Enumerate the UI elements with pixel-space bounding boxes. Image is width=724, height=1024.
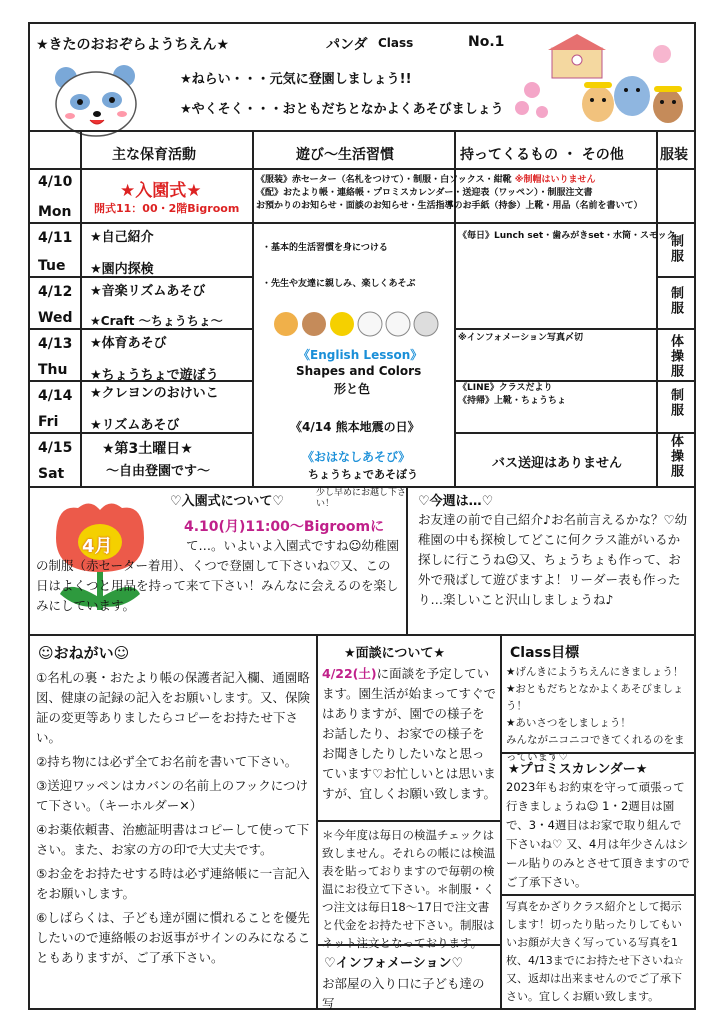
header-play-habits: 遊び～生活習慣 xyxy=(296,147,394,163)
interview-text xyxy=(322,664,496,804)
english-lesson-sub1: Shapes and Colors xyxy=(296,364,422,378)
photo-request-body: 写真をかざりクラス紹介として掲示します！切ったり貼ったりしてもいいお顔が大きく写っている写真を1枚、4/13までにお持たせ下さいね☆ 又、返却は出来ませんのでご了承下さい。宜しくお願い致します。 xyxy=(506,900,684,1003)
row-day: Thu xyxy=(38,362,68,378)
clothes-label: 制服 xyxy=(668,388,683,418)
school-name: ★きたのおおぞらようちえん★ xyxy=(36,37,230,53)
school-animals-illustration xyxy=(512,30,692,130)
interview-title: ★面談について★ xyxy=(344,646,446,661)
ceremony-body: て…。いよいよ入園式ですね☺幼稚園の制服（赤セーター着用）、くつで登園して下さいね♡又、この日はよくつと用品を持って来て下さい！みんなに会えるのを楽しみにしています。 xyxy=(36,538,400,613)
bring-no-bus: バス送迎はありません xyxy=(492,456,623,471)
request-text: 持ち物には必ず全てお名前を書いて下さい。 xyxy=(47,754,298,769)
request-item xyxy=(36,864,312,904)
row-bring-list xyxy=(256,174,656,213)
row-date: 4/12 xyxy=(38,284,73,300)
request-item xyxy=(36,668,312,748)
request-text: 名札の裏・おたより帳の保護者記入欄、通園略図、健康の記録の記入をお願いします。又、保険証の変更等ありましたらコピーをお持たせ下さい。 xyxy=(36,670,311,745)
bring-line-take-home: 《持帰》上靴・ちょうちょ xyxy=(458,396,567,406)
row-date: 4/13 xyxy=(38,336,73,352)
request-item xyxy=(36,908,312,968)
activity-1: ★音楽リズムあそび xyxy=(90,284,206,299)
entrance-ceremony-time: 開式11：00・2階Bigroom xyxy=(94,202,240,215)
activity-2: ★Craft ～ちょうちょ～ xyxy=(90,314,223,328)
request-number: ② xyxy=(36,754,48,769)
row-day: Mon xyxy=(38,204,72,220)
entrance-ceremony-title: ★入園式★ xyxy=(120,181,202,201)
goal-item: ★あいさつをしましょう！ xyxy=(506,717,631,729)
memorial-day: 《4/14 熊本地震の日》 xyxy=(290,420,420,434)
header-clothes: 服装 xyxy=(660,147,688,163)
activity-2: ～自由登園です～ xyxy=(106,464,211,479)
bring-line-class-letter: 《LINE》クラスだより xyxy=(458,383,553,393)
ceremony-aside: 少し早めにお越し下さい！ xyxy=(316,488,407,509)
class-goal-title: Class目標 xyxy=(510,645,580,661)
header-main-activities: 主な保育活動 xyxy=(112,147,196,163)
interview-body: に面談を予定しています。園生活が始まってすぐではありますが、園での様子をお話したり、お家での様子をお聞きしたりしたいなと思っています♡お忙しいとは思いますが、宜しくお願い致します。 xyxy=(322,666,497,801)
english-lesson-title: 《English Lesson》 xyxy=(298,348,423,362)
this-week-body: お友達の前で自己紹介♪お名前言えるかな？♡幼稚園の中も探検してどこに何クラス誰がいるか探しに行こうね☺又、ちょうちょも作って、お外で飛ばして遊びますよ！リーダー表も作ったり…楽しいこと沢山しましょうね♪ xyxy=(418,512,688,607)
story-play-title: 《おはなしあそび》 xyxy=(302,450,411,464)
row-day: Fri xyxy=(38,414,59,430)
clothes-label: 制服 xyxy=(668,286,683,316)
row-date: 4/14 xyxy=(38,388,73,404)
newsletter-page xyxy=(28,22,696,1010)
clothes-label: 体操服 xyxy=(668,434,683,479)
class-label: Class xyxy=(378,36,414,50)
calendar-body: 2023年もお約束を守って頑張って行きましょうね☺ 1・2週目は園で、3・4週目はお家で取り組んで下さいね♡ 又、4月は年少さんはシール貼りのみとさせて頂きますのでご了承下さい。 xyxy=(506,780,690,889)
issue-number: No.1 xyxy=(468,34,505,50)
class-goal-list xyxy=(506,664,692,766)
goal-item: ★おともだちとなかよくあそびましょう！ xyxy=(506,683,684,712)
ceremony-time: 4.10(月)11:00～Bigroomに xyxy=(184,519,385,535)
activity-1: ★第3土曜日★ xyxy=(102,441,193,457)
request-number: ⑥ xyxy=(36,910,48,925)
request-number: ⑤ xyxy=(36,866,48,881)
panda-illustration xyxy=(42,64,152,138)
ceremony-title: ♡入園式について♡ xyxy=(170,494,285,509)
class-name: パンダ xyxy=(326,37,368,53)
activity-2: ★ちょうちょで遊ぼう xyxy=(90,368,219,383)
animals-row-illustration xyxy=(270,306,440,342)
english-lesson-sub2: 形と色 xyxy=(334,382,371,396)
request-item xyxy=(36,820,312,860)
bring-line-list xyxy=(458,382,566,408)
activity-1: ★自己紹介 xyxy=(90,230,154,245)
requests-title: ☺おねがい☺ xyxy=(38,644,130,662)
request-number: ① xyxy=(36,670,48,685)
row-date: 4/11 xyxy=(38,230,73,246)
clothes-label: 制服 xyxy=(668,234,683,264)
request-text: お金をお持たせする時は必ず連絡帳に一言記入をお願いします。 xyxy=(36,866,310,901)
story-play-sub: ちょうちょであそぼう xyxy=(308,468,418,481)
activity-1: ★体育あそび xyxy=(90,336,167,351)
bring-line-uniform: 《服装》赤セーター（名札をつけて）・制服・白ソックス・紺靴 xyxy=(256,175,512,185)
request-text: しばらくは、子ども達が園に慣れることを優先したいので連絡帳のお返事がサインのみになることもありますが、ご了承下さい。 xyxy=(36,910,311,965)
bring-line-notices: お預かりのお知らせ・面談のお知らせ・生活指導のお手紙（持参）上靴・用品（名前を書いて） xyxy=(256,201,643,211)
request-item xyxy=(36,752,312,772)
requests-list xyxy=(36,668,312,968)
play-line-friends: ・先生や友達に親しみ、楽しくあそぶ xyxy=(262,279,416,289)
request-text: お薬依頼書、治癒証明書はコピーして使って下さい。また、お家の方の印で大丈夫です。 xyxy=(36,822,310,857)
tulip-month-label: 4月 xyxy=(82,536,113,557)
information-title: ♡インフォメーション♡ xyxy=(324,956,464,971)
play-line-habits: ・基本的生活習慣を身につける xyxy=(262,243,388,253)
interview-date: 4/22(土) xyxy=(322,666,377,681)
calendar-title: ★プロミスカレンダー★ xyxy=(508,762,648,777)
header-bring-items: 持ってくるもの ・ その他 xyxy=(460,147,624,163)
bring-info-deadline: ※インフォメーション写真〆切 xyxy=(458,333,583,343)
request-text: 送迎ワッペンはカバンの名前上のフックにつけて下さい。（キーホルダー✕） xyxy=(36,778,308,813)
row-date: 4/10 xyxy=(38,174,73,190)
information-body: お部屋の入り口に子ども達の写 xyxy=(322,976,485,1011)
bring-daily: 《毎日》Lunch set・歯みがきset・水筒・スモック xyxy=(458,231,676,241)
row-day: Sat xyxy=(38,466,65,482)
row-date: 4/15 xyxy=(38,440,73,456)
goal-item: みんながニコニコできてくれるのをまっています♡ xyxy=(506,734,685,763)
activity-2: ★園内探検 xyxy=(90,262,154,277)
request-number: ④ xyxy=(36,822,48,837)
activity-1: ★クレヨンのおけいこ xyxy=(90,386,219,401)
bring-line-handouts: 《配》おたより帳・連絡帳・プロミスカレンダー・送迎表（ワッペン）・制服注文書 xyxy=(256,188,593,198)
goal-item: ★げんきにようちえんにきましょう！ xyxy=(506,666,684,678)
promise-text: ★やくそく・・・おともだちとなかよくあそびましょう xyxy=(180,102,504,117)
aim-text: ★ねらい・・・元気に登園しましょう!! xyxy=(180,72,412,87)
row-day: Tue xyxy=(38,258,66,274)
activity-2: ★リズムあそび xyxy=(90,418,180,433)
row-day: Wed xyxy=(38,310,73,326)
this-week-title: ♡今週は…♡ xyxy=(418,494,494,509)
bring-line-hat-note: ※制帽はいりません xyxy=(514,175,596,185)
notice-body: ＊今年度は毎日の検温チェックは致しません。それらの帳には検温表を貼っておりますので毎朝の検温にお役立て下さい。＊制服・くつ注文は毎日18～17日で注文書と代金をお持たせ下さい。制服はネット注文となっております。 xyxy=(322,828,496,950)
request-item xyxy=(36,776,312,816)
request-number: ③ xyxy=(36,778,48,793)
clothes-label: 体操服 xyxy=(668,334,683,379)
